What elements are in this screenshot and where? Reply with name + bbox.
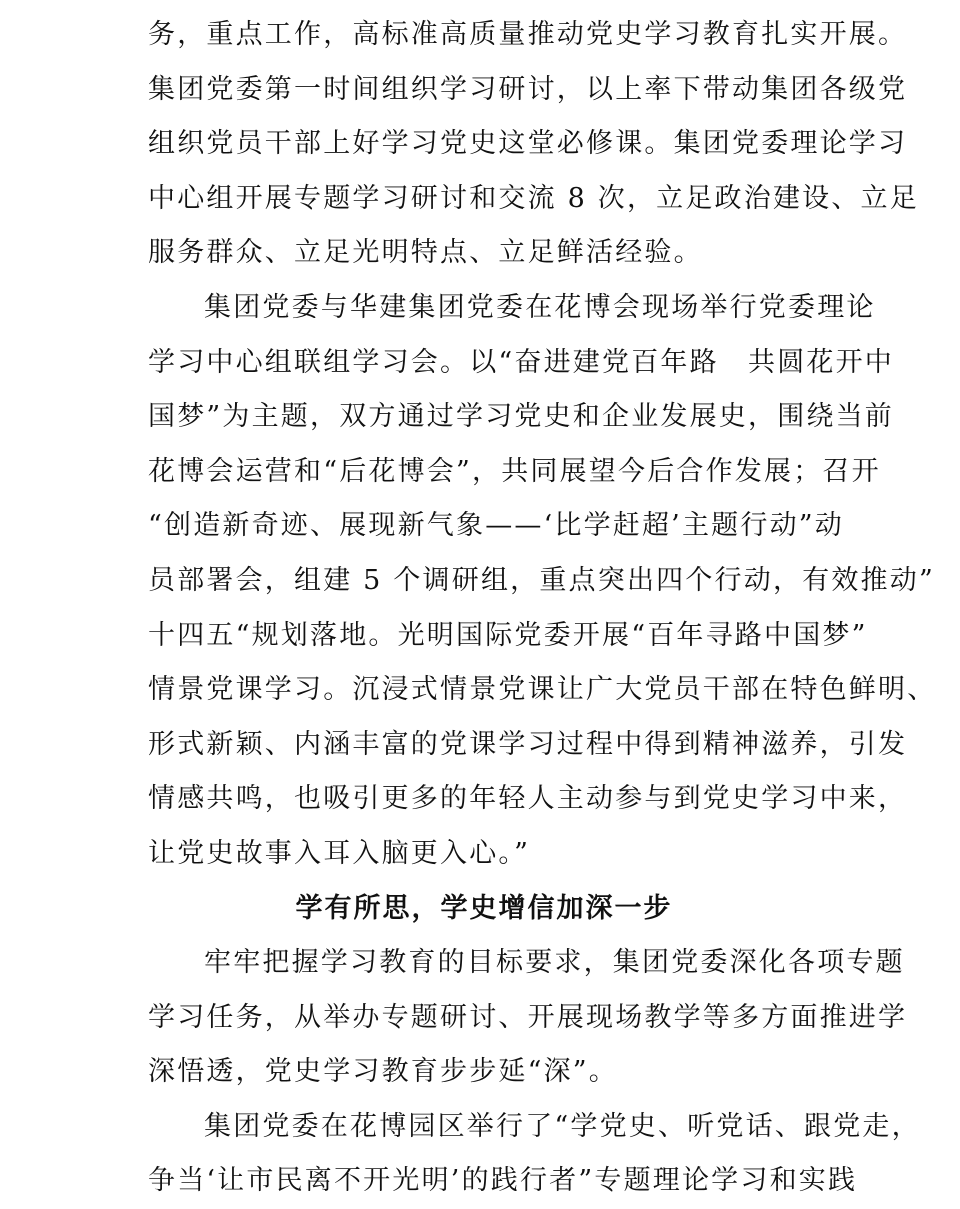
text-line: 牢牢把握学习教育的目标要求，集团党委深化各项专题 xyxy=(204,947,905,979)
text-line: 国梦”为主题，双方通过学习党史和企业发展史，围绕当前 xyxy=(148,401,895,433)
section-heading: 学有所思，学史增信加深一步 xyxy=(295,892,673,924)
text-line: 学习任务，从举办专题研讨、开展现场教学等多方面推进学 xyxy=(148,1001,908,1033)
text-line: “创造新奇迹、展现新气象——‘比学赶超’主题行动”动 xyxy=(148,510,844,542)
text-line: 中心组开展专题学习研讨和交流 8 次，立足政治建设、立足 xyxy=(148,182,919,214)
text-line: 务，重点工作，高标准高质量推动党史学习教育扎实开展。 xyxy=(148,19,908,50)
text-line: 集团党委第一时间组织学习研讨，以上率下带动集团各级党 xyxy=(148,73,908,105)
text-line: 情感共鸣，也吸引更多的年轻人主动参与到党史学习中来， xyxy=(148,783,908,815)
text-line: 员部署会，组建 5 个调研组，重点突出四个行动，有效推动” xyxy=(148,564,935,596)
text-line: 争当‘让市民离不开光明’的践行者”专题理论学习和实践 xyxy=(148,1165,858,1197)
paragraph-4 xyxy=(148,1100,921,1209)
text-line: 集团党委在花博园区举行了“学党史、听党话、跟党走， xyxy=(204,1110,921,1142)
text-line: 学习中心组联组学习会。以“奋进建党百年路 共圆花开中 xyxy=(148,346,895,378)
text-line: 让党史故事入耳入脑更入心。” xyxy=(148,837,531,869)
text-line: 组织党员干部上好学习党史这堂必修课。集团党委理论学习 xyxy=(148,128,908,160)
text-line: 情景党课学习。沉浸式情景党课让广大党员干部在特色鲜明、 xyxy=(148,674,937,706)
paragraph-3 xyxy=(148,936,908,1100)
paragraph-2 xyxy=(148,281,937,882)
text-line: 形式新颖、内涵丰富的党课学习过程中得到精神滋养，引发 xyxy=(148,728,908,760)
document-page xyxy=(148,8,937,1209)
text-line: 深悟透，党史学习教育步步延“深”。 xyxy=(148,1056,619,1088)
paragraph-1 xyxy=(148,8,919,281)
text-line: 集团党委与华建集团党委在花博会现场举行党委理论 xyxy=(204,291,876,323)
text-line: 服务群众、立足光明特点、立足鲜活经验。 xyxy=(148,237,703,269)
text-line: 花博会运营和“后花博会”，共同展望今后合作发展；召开 xyxy=(148,455,881,487)
text-line: 十四五“规划落地。光明国际党委开展“百年寻路中国梦” xyxy=(148,619,868,651)
